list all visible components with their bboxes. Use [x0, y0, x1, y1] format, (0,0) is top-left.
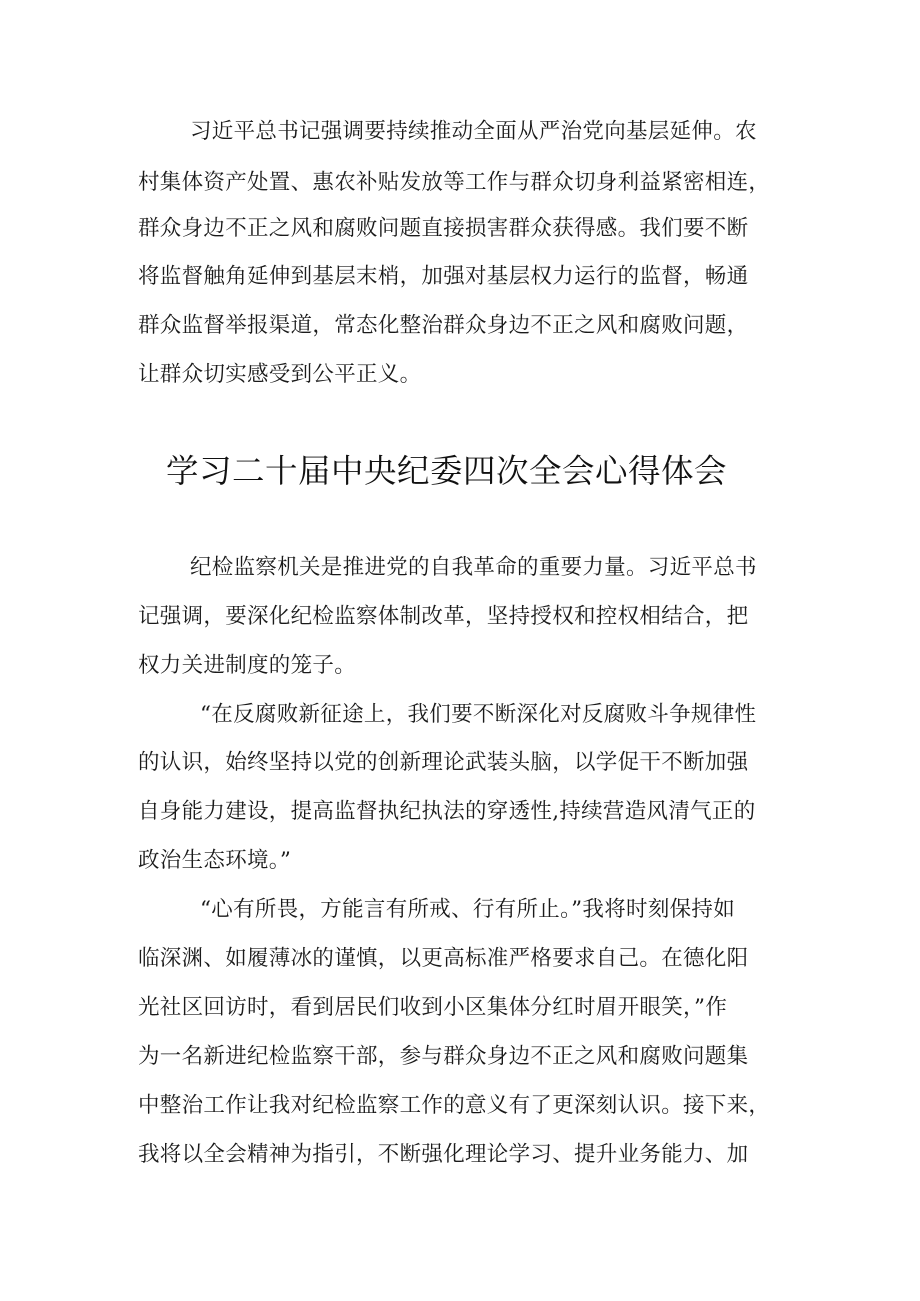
paragraph-line: “心有所畏，方能言有所戒、行有所止。”我将时刻保持如 [200, 897, 736, 922]
paragraph-line: 自身能力建设，提高监督执纪执法的穿透性,持续营造风清气正的 [138, 799, 756, 824]
paragraph-line: 记强调，要深化纪检监察体制改革，坚持授权和控权相结合，把 [138, 604, 749, 629]
paragraph-line: 的认识，始终坚持以党的创新理论武装头脑，以学促干不断加强 [138, 750, 749, 775]
paragraph-line: “在反腐败新征途上，我们要不断深化对反腐败斗争规律性 [200, 702, 757, 727]
paragraph-line: 为一名新进纪检监察干部，参与群众身边不正之风和腐败问题集 [138, 1044, 749, 1069]
paragraph-line: 让群众切实感受到公平正义。 [138, 362, 422, 387]
paragraph-line: 群众身边不正之风和腐败问题直接损害群众获得感。我们要不断 [138, 216, 749, 241]
paragraph-line: 将监督触角延伸到基层末梢，加强对基层权力运行的监督，畅通 [138, 264, 749, 289]
paragraph-line: 光社区回访时，看到居民们收到小区集体分红时眉开眼笑，”作 [138, 995, 728, 1020]
paragraph-line: 临深渊、如履薄冰的谨慎，以更高标准严格要求自己。在德化阳 [138, 946, 749, 971]
paragraph-line: 群众监督举报渠道，常态化整治群众身边不正之风和腐败问题， [138, 313, 749, 338]
paragraph-line: 权力关进制度的笼子。 [138, 653, 357, 678]
paragraph-line: 中整治工作让我对纪检监察工作的意义有了更深刻认识。接下来， [138, 1093, 771, 1118]
paragraph-line: 政治生态环境。” [138, 848, 292, 873]
paragraph-line: 习近平总书记强调要持续推动全面从严治党向基层延伸。农 [190, 119, 757, 144]
paragraph-line: 纪检监察机关是推进党的自我革命的重要力量。习近平总书 [190, 555, 757, 580]
paragraph-line: 村集体资产处置、惠农补贴发放等工作与群众切身利益紧密相连， [138, 170, 771, 195]
paragraph-line: 我将以全会精神为指引，不断强化理论学习、提升业务能力、加 [138, 1142, 749, 1167]
page-title: 学习二十届中央纪委四次全会心得体会 [166, 452, 728, 490]
